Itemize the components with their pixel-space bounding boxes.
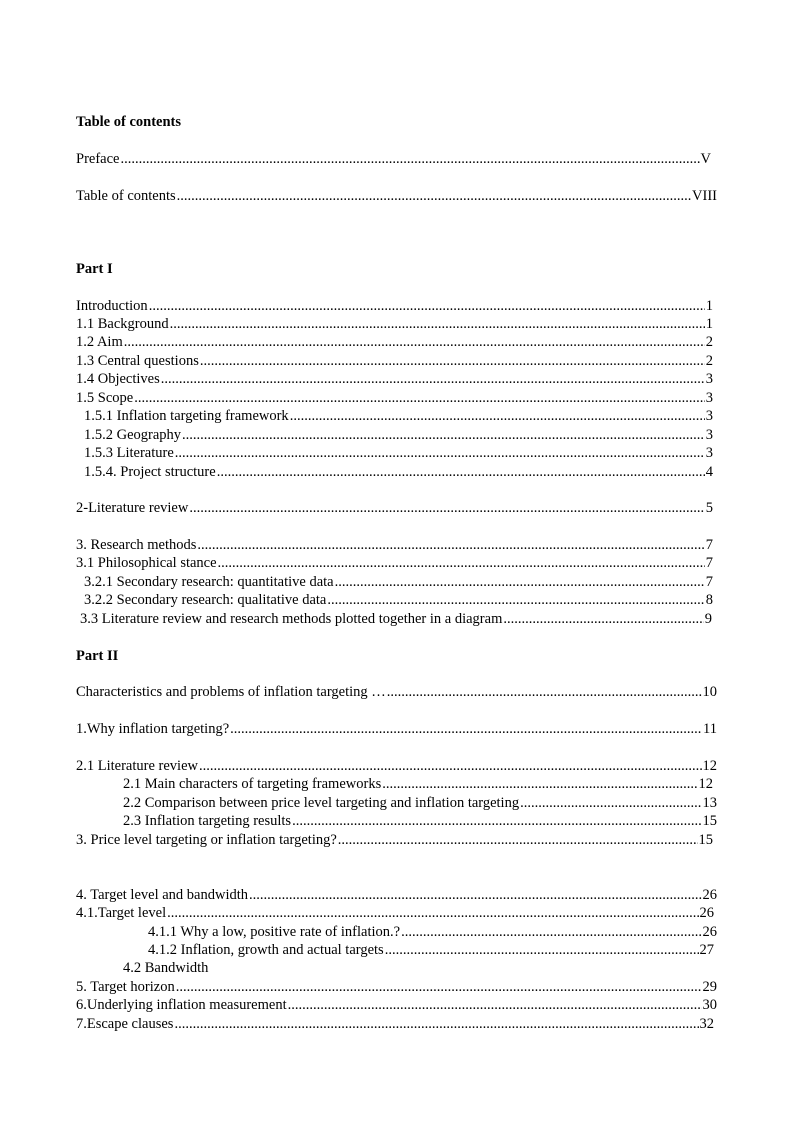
dot-leader	[167, 904, 698, 922]
dot-leader	[230, 720, 702, 738]
toc-entry: 2.3 Inflation targeting results ..... 15	[123, 812, 717, 830]
toc-entry: 5. Target horizon ..... 29	[76, 978, 717, 996]
dot-leader	[335, 573, 705, 591]
toc-entry: 1.5.1 Inflation targeting framework ..... 3	[84, 407, 713, 425]
toc-entry: 3.3 Literature review and research methods plotted together in a diagram ..... 9	[80, 610, 712, 628]
dot-leader	[327, 591, 704, 609]
dot-leader	[189, 499, 704, 517]
dot-leader	[290, 407, 705, 425]
toc-entry: 4.2 Bandwidth	[123, 960, 209, 976]
toc-entry: 4.1.Target level ..... 26	[76, 904, 714, 922]
dot-leader	[124, 333, 705, 351]
toc-entry: 3. Price level targeting or inflation targeting? ..... 15	[76, 831, 713, 849]
toc-entry: 1.4 Objectives ..... 3	[76, 370, 713, 388]
toc-entry: 7.Escape clauses ..... 32	[76, 1015, 714, 1033]
dot-leader	[176, 978, 702, 996]
dot-leader	[177, 187, 691, 205]
toc-entry: 2-Literature review ..... 5	[76, 499, 713, 517]
dot-leader	[175, 444, 705, 462]
dot-leader	[401, 923, 701, 941]
toc-entry: 6.Underlying inflation measurement ..... 30	[76, 996, 717, 1014]
toc-entry-table-of-contents: Table of contents ..... VIII	[76, 187, 717, 205]
dot-leader	[385, 941, 699, 959]
toc-entry: Introduction ..... 1	[76, 297, 713, 315]
dot-leader	[182, 426, 705, 444]
dot-leader	[161, 370, 705, 388]
toc-entry: 4. Target level and bandwidth ..... 26	[76, 886, 717, 904]
dot-leader	[338, 831, 698, 849]
toc-entry: 3.2.2 Secondary research: qualitative data ..... 8	[84, 591, 713, 609]
dot-leader	[200, 352, 705, 370]
toc-entry: Characteristics and problems of inflation targeting … ..... 10	[76, 683, 717, 701]
dot-leader	[520, 794, 701, 812]
dot-leader	[387, 683, 702, 701]
dot-leader	[197, 536, 704, 554]
toc-entry: 3. Research methods ..... 7	[76, 536, 713, 554]
dot-leader	[382, 775, 697, 793]
toc-entry: 2.2 Comparison between price level targeting and inflation targeting ..... 13	[123, 794, 717, 812]
toc-entry: 1.5.4. Project structure ..... 4	[84, 463, 713, 481]
dot-leader	[199, 757, 702, 775]
toc-entry: 2.1 Literature review ..... 12	[76, 757, 717, 775]
toc-entry: 1.Why inflation targeting? ..... 11	[76, 720, 717, 738]
toc-entry: 1.3 Central questions ..... 2	[76, 352, 713, 370]
part1-heading: Part I	[76, 261, 113, 277]
toc-entry: 1.5.2 Geography ..... 3	[84, 426, 713, 444]
part2-heading: Part II	[76, 648, 119, 664]
dot-leader	[149, 297, 705, 315]
dot-leader	[120, 150, 699, 168]
toc-entry: 1.1 Background ..... 1	[76, 315, 713, 333]
toc-entry: 2.1 Main characters of targeting frameworks ..... 12	[123, 775, 713, 793]
dot-leader	[288, 996, 702, 1014]
dot-leader	[249, 886, 701, 904]
dot-leader	[503, 610, 703, 628]
toc-entry: 1.2 Aim ..... 2	[76, 333, 713, 351]
toc-title: Table of contents	[76, 114, 181, 130]
toc-entry: 3.2.1 Secondary research: quantitative data ..... 7	[84, 573, 713, 591]
dot-leader	[218, 554, 705, 572]
toc-entry: 3.1 Philosophical stance ..... 7	[76, 554, 713, 572]
dot-leader	[174, 1015, 698, 1033]
toc-entry: 1.5.3 Literature ..... 3	[84, 444, 713, 462]
toc-entry: 4.1.2 Inflation, growth and actual targets ..... 27	[148, 941, 714, 959]
toc-entry: 1.5 Scope ..... 3	[76, 389, 713, 407]
toc-entry-preface: Preface ..... V	[76, 150, 711, 168]
dot-leader	[292, 812, 701, 830]
dot-leader	[217, 463, 705, 481]
toc-entry: 4.1.1 Why a low, positive rate of inflation.? ..... 26	[148, 923, 717, 941]
dot-leader	[134, 389, 705, 407]
dot-leader	[170, 315, 705, 333]
